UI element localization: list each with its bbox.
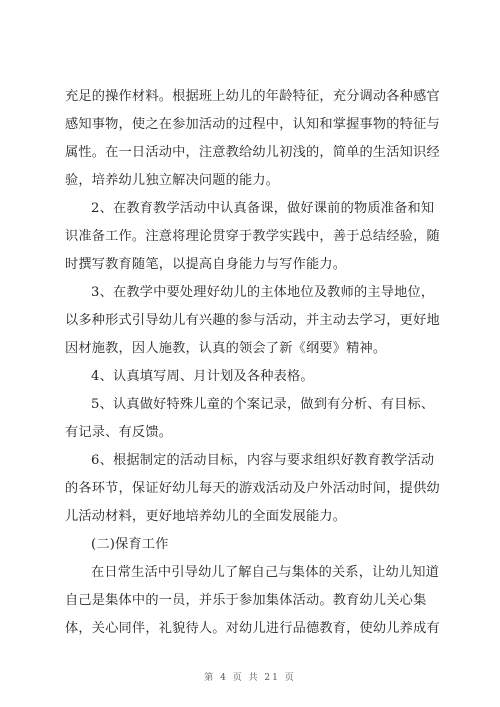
text-line: 属性。在一日活动中，注意教给幼儿初浅的，简单的生活知识经 (65, 145, 440, 160)
text-line: 2、在教育教学活动中认真备课，做好课前的物质准备和知 (91, 201, 435, 216)
text-line: 以多种形式引导幼儿有兴趣的参与活动，并主动去学习，更好地 (65, 313, 440, 328)
section-heading: (二)保育工作 (91, 537, 169, 552)
text-line: 在日常生活中引导幼儿了解自己与集体的关系，让幼儿知道 (91, 565, 440, 580)
text-line: 感知事物，使之在参加活动的过程中，认知和掌握事物的特征与 (65, 117, 440, 132)
text-line: 的各环节，保证好幼儿每天的游戏活动及户外活动时间，提供幼 (65, 481, 440, 496)
text-line: 4、认真填写周、月计划及各种表格。 (91, 369, 314, 384)
text-line: 5、认真做好特殊儿童的个案记录，做到有分析、有目标、 (91, 397, 435, 412)
text-line: 6、根据制定的活动目标，内容与要求组织好教育教学活动 (91, 453, 435, 468)
text-line: 儿活动材料，更好地培养幼儿的全面发展能力。 (65, 509, 347, 524)
text-line: 充足的操作材料。根据班上幼儿的年龄特征，充分调动各种感官 (65, 89, 440, 104)
page-number-footer: 第 4 页 共 21 页 (204, 673, 296, 683)
text-line: 时撰写教育随笔，以提高自身能力与写作能力。 (65, 257, 347, 272)
text-line: 3、在教学中要处理好幼儿的主体地位及教师的主导地位， (91, 285, 435, 300)
text-line: 有记录、有反馈。 (65, 425, 173, 440)
text-line: 自己是集体中的一员，并乐于参加集体活动。教育幼儿关心集 (65, 593, 427, 608)
text-line: 因材施教，因人施教，认真的领会了新《纲要》精神。 (65, 341, 387, 356)
text-line: 体，关心同伴，礼貌待人。对幼儿进行品德教育，使幼儿养成有 (65, 621, 440, 636)
text-line: 识准备工作。注意将理论贯穿于教学实践中，善于总结经验，随 (65, 229, 440, 244)
text-line: 验，培养幼儿独立解决问题的能力。 (65, 173, 280, 188)
